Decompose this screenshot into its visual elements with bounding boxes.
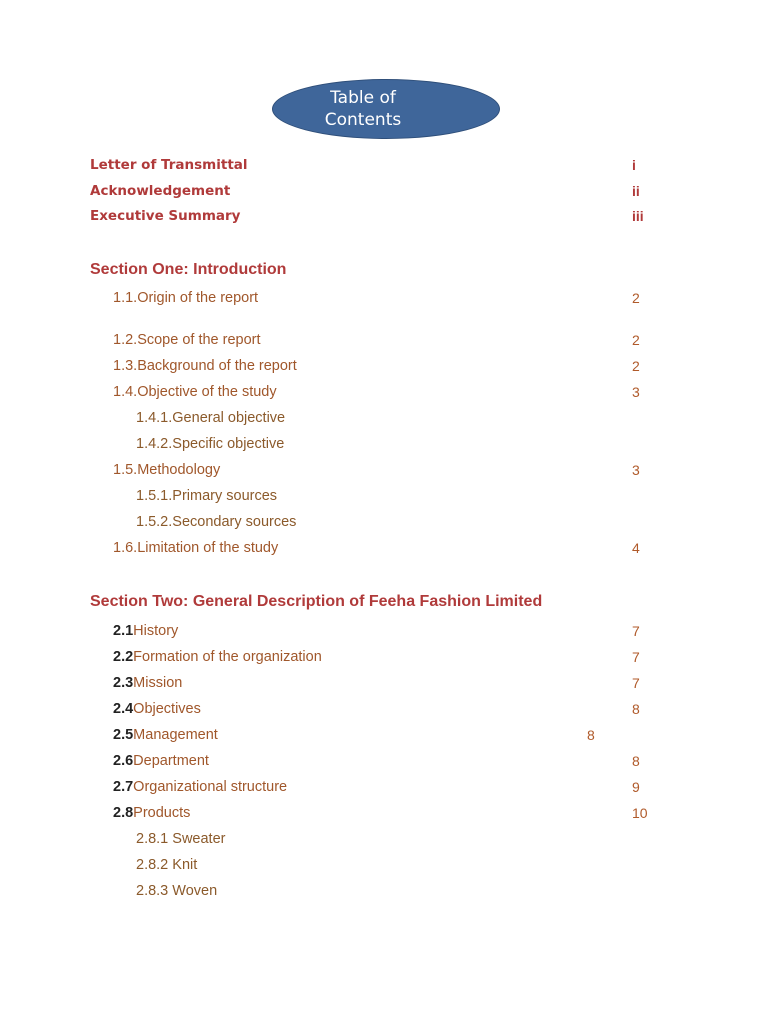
entry-number: 2.8.3 [136,883,169,899]
entry-label: Secondary sources [172,514,297,530]
entry-page: 9 [632,779,640,795]
entry-label: Objectives [133,701,201,717]
entry-label: Department [133,753,209,769]
entry-label: Organizational structure [133,779,288,795]
entry-number: 1.4. [113,384,138,400]
entry-number: 2.8.1 [136,831,169,847]
toc-subentry [136,409,285,427]
section-two-heading: Section Two: General Description of Feeha Fashion Limited [90,593,543,610]
entry-number: 1.3. [113,358,138,374]
toc-entry [113,331,261,349]
entry-number: 2.2 [113,649,134,665]
front-item-label: Letter of Transmittal [90,157,248,173]
entry-number: 1.4.1. [136,410,173,426]
entry-label: Specific objective [172,436,285,452]
entry-page: 7 [632,623,640,639]
entry-number: 2.4 [113,701,134,717]
entry-number: 2.6 [113,753,134,769]
toc-entry [113,752,209,770]
toc-entry [113,289,258,307]
front-item-label: Executive Summary [90,208,241,224]
front-item-page: i [632,157,636,173]
entry-page: 7 [632,675,640,691]
toc-title [300,87,426,131]
entry-label: Origin of the report [137,290,259,306]
entry-page: 2 [632,332,640,348]
toc-subentry [136,435,284,453]
entry-page: 8 [632,753,640,769]
entry-page: 4 [632,540,640,556]
front-item-page: ii [632,183,640,199]
toc-subentry [136,830,225,848]
front-item-page: iii [632,208,644,224]
entry-label: History [133,623,179,639]
toc-subentry [136,487,277,505]
toc-entry [113,804,190,822]
entry-label: Scope of the report [137,332,261,348]
entry-number: 1.5. [113,462,138,478]
entry-number: 2.8.2 [136,857,169,873]
entry-page: 8 [632,701,640,717]
entry-page: 7 [632,649,640,665]
entry-page: 2 [632,358,640,374]
entry-number: 1.5.1. [136,488,173,504]
entry-label: Products [133,805,191,821]
toc-entry [113,539,278,557]
toc-entry [113,357,297,375]
entry-number: 1.4.2. [136,436,173,452]
toc-entry [113,726,218,744]
front-item-label: Acknowledgement [90,183,231,199]
entry-page: 3 [632,462,640,478]
toc-subentry [136,882,217,900]
entry-label: Mission [133,675,183,691]
entry-label: Background of the report [137,358,297,374]
toc-entry [113,648,322,666]
entry-label: General objective [172,410,286,426]
entry-label: Limitation of the study [137,540,279,556]
entry-number: 1.2. [113,332,138,348]
entry-page: 8 [587,727,595,743]
entry-label: Management [133,727,218,743]
entry-label: Primary sources [172,488,278,504]
toc-subentry [136,513,296,531]
entry-label: Methodology [137,462,221,478]
toc-subentry [136,856,197,874]
entry-label: Woven [172,883,218,899]
toc-entry [113,778,287,796]
entry-number: 1.1. [113,290,138,306]
entry-label: Formation of the organization [133,649,322,665]
toc-entry [113,700,201,718]
entry-page: 10 [632,805,648,821]
entry-number: 2.5 [113,727,134,743]
entry-number: 1.6. [113,540,138,556]
entry-page: 3 [632,384,640,400]
section-one-heading: Section One: Introduction [90,261,287,278]
entry-number: 2.1 [113,623,134,639]
toc-entry [113,383,277,401]
entry-page: 2 [632,290,640,306]
toc-entry [113,622,178,640]
entry-number: 2.3 [113,675,134,691]
entry-label: Sweater [172,831,226,847]
toc-title-line2: Contents [324,110,402,130]
toc-title-line1: Table of [330,88,396,108]
entry-label: Objective of the study [137,384,277,400]
entry-number: 1.5.2. [136,514,173,530]
toc-entry [113,674,182,692]
entry-number: 2.7 [113,779,134,795]
entry-label: Knit [172,857,198,873]
entry-number: 2.8 [113,805,134,821]
toc-entry [113,461,220,479]
